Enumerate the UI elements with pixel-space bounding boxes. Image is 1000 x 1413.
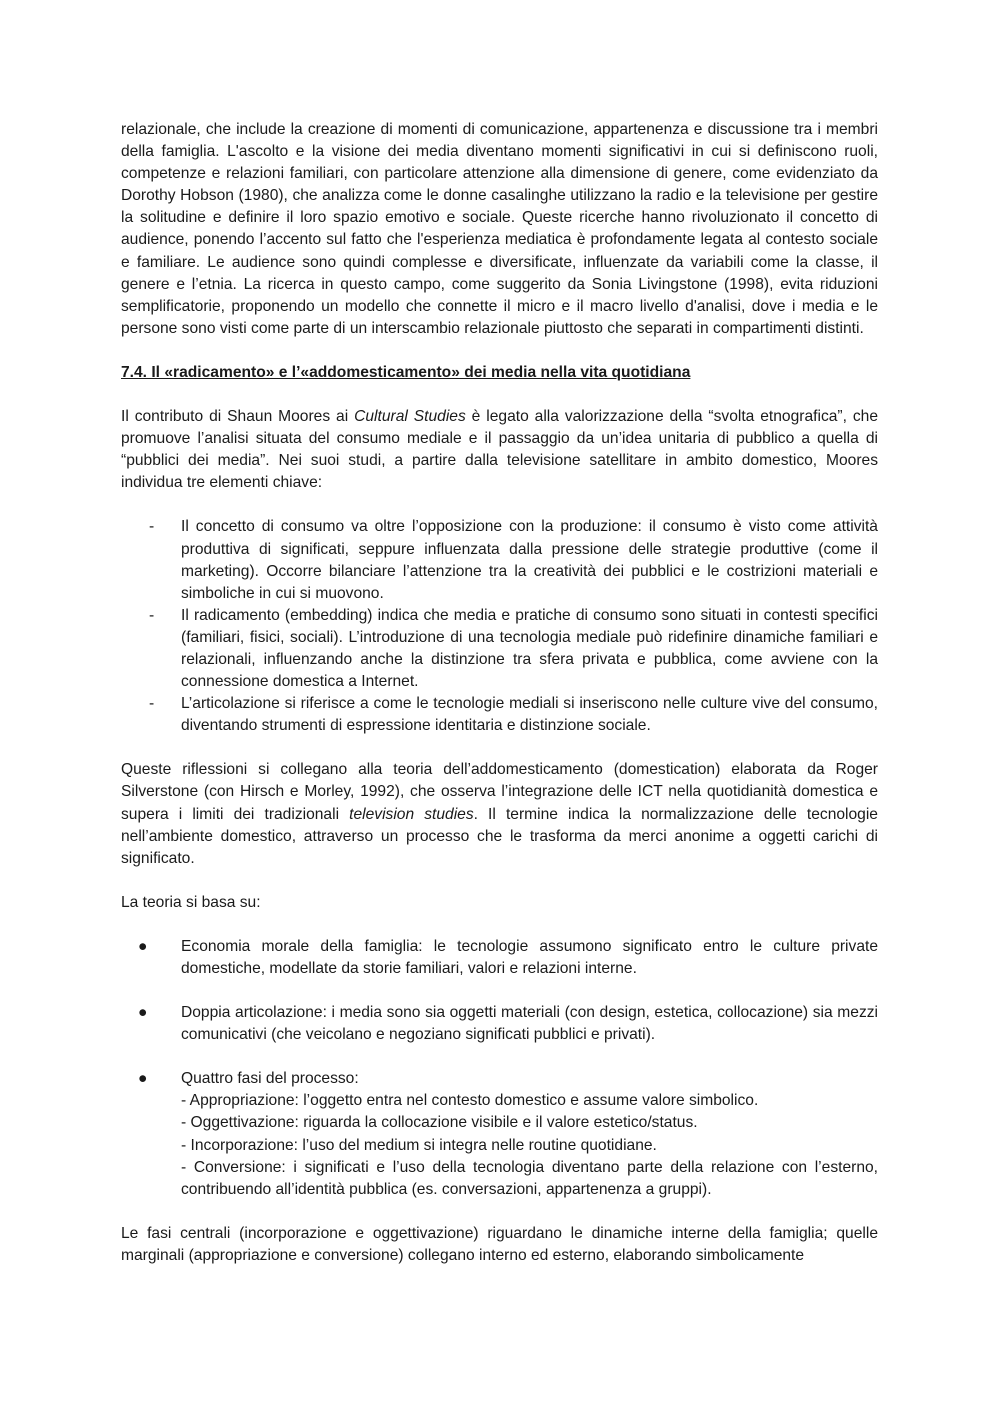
list-item: - Il concetto di consumo va oltre l’opposizione con la produzione: il consumo è visto come attività produttiva di significati, seppure influenzata dalla pressione delle strategie produttive (come il marketing). Occorre bilanciare l’attenzione tra la creatività dei pubblici e le costrizioni materiali e simboliche in cui si muovono. — [149, 518, 878, 602]
list-item: - Il radicamento (embedding) indica che media e pratiche di consumo sono situati in contesti specifici (familiari, fisici, sociali). L’introduzione di una tecnologia mediale può ridefinire dinamiche familiari e relazionali, influenzando anche la distinzione tra sfera privata e pubblica, come avviene con la connessione domestica a Internet. — [149, 606, 878, 691]
list-item: ● Quattro fasi del processo: - Appropriazione: l’oggetto entra nel contesto domestico e assume valore simbolico. - Oggettivazione: riguarda la collocazione visibile e il valore estetico/status. - Incorporazione: l’uso del medium si integra nelle routine quotidiane. - Conversione: i significati e l’uso della tecnologia diventano parte della relazione con l’esterno, contribuendo all’identità pubblica (es. conversazioni, appartenenza a gruppi). — [121, 1068, 878, 1201]
list-item: ● Doppia articolazione: i media sono sia oggetti materiali (con design, estetica, collocazione) sia mezzi comunicativi (che veicolano e negoziano significati pubblici e privati). — [138, 1004, 878, 1044]
bullet-icon: ● — [138, 1070, 148, 1088]
section-heading: 7.4. Il «radicamento» e l’«addomesticamento» dei media nella vita quotidiana — [121, 363, 691, 381]
dash-marker: - — [149, 695, 155, 713]
phase-line: - Incorporazione: l’uso del medium si integra nelle routine quotidiane. — [181, 1136, 657, 1154]
dash-list — [121, 516, 878, 737]
final-paragraph: Le fasi centrali (incorporazione e oggettivazione) riguardano le dinamiche interne della famiglia; quelle marginali (appropriazione e conversione) collegano interno ed esterno, elaborando simbolicamente — [121, 1224, 878, 1264]
silverstone-paragraph: Queste riflessioni si collegano alla teoria dell’addomesticamento (domestication) elaborata da Roger Silverstone (con Hirsch e Morley, 1992), che osserva l’integrazione delle ICT nella quotidianità domestica e supera i limiti dei tradizionali television studies. Il termine indica la normalizzazione delle tecnologie nell’ambiente domestico, attraverso un processo che le trasforma da merci anonime a oggetti carichi di significato. — [121, 761, 878, 867]
intro-paragraph: relazionale, che include la creazione di momenti di comunicazione, appartenenza e discussione tra i membri della famiglia. L'ascolto e la visione dei media diventano momenti significativi in cui si definiscono ruoli, competenze e relazioni familiari, con particolare attenzione alla dimensione di genere, come evidenziato da Dorothy Hobson (1980), che analizza come le donne casalinghe utilizzano la radio e la televisione per gestire la solitudine e definire il loro spazio emotivo e sociale. Queste ricerche hanno rivoluzionato il concetto di audience, ponendo l’accento sul fatto che l'esperienza mediatica è profondamente legata al contesto sociale e familiare. Le audience sono quindi complesse e diversificate, influenzate da variabili come la classe, il genere e l’etnia. La ricerca in questo campo, come suggerito da Sonia Livingstone (1998), evita riduzioni semplificatorie, proponendo un modello che connette il micro e il macro livello d'analisi, dove i media e le persone sono visti come parte di un interscambio relazionale piuttosto che separati in compartimenti distinti. — [121, 121, 878, 337]
phase-line: - Conversione: i significati e l’uso della tecnologia diventano parte della relazione con l’esterno, contribuendo all’identità pubblica (es. conversazioni, appartenenza a gruppi). — [181, 1158, 878, 1198]
phase-line: - Appropriazione: l’oggetto entra nel contesto domestico e assume valore simbolico. — [181, 1092, 759, 1110]
list-item: ● Economia morale della famiglia: le tecnologie assumono significato entro le culture private domestiche, modellate da storie familiari, valori e relazioni interne. — [138, 937, 878, 977]
dash-marker: - — [149, 518, 155, 536]
bullet-list — [121, 936, 878, 1201]
list-item: - L’articolazione si riferisce a come le tecnologie mediali si inseriscono nelle culture vive del consumo, diventando strumenti di espressione identitaria e distinzione sociale. — [149, 695, 878, 735]
moores-paragraph: Il contributo di Shaun Moores ai Cultural Studies è legato alla valorizzazione della “svolta etnografica”, che promuove l’analisi situata del consumo mediale e il passaggio da un’idea unitaria di pubblico a quella di “pubblici dei media”. Nei suoi studi, a partire dalla televisione satellitare in ambito domestico, Moores individua tre elementi chiave: — [121, 408, 878, 492]
document-page — [121, 119, 878, 1267]
bullet-icon: ● — [138, 1004, 148, 1022]
phase-line: - Oggettivazione: riguarda la collocazione visibile e il valore estetico/status. — [181, 1114, 698, 1132]
bullet-icon: ● — [138, 937, 148, 955]
dash-marker: - — [149, 606, 155, 624]
theory-intro: La teoria si basa su: — [121, 893, 261, 911]
